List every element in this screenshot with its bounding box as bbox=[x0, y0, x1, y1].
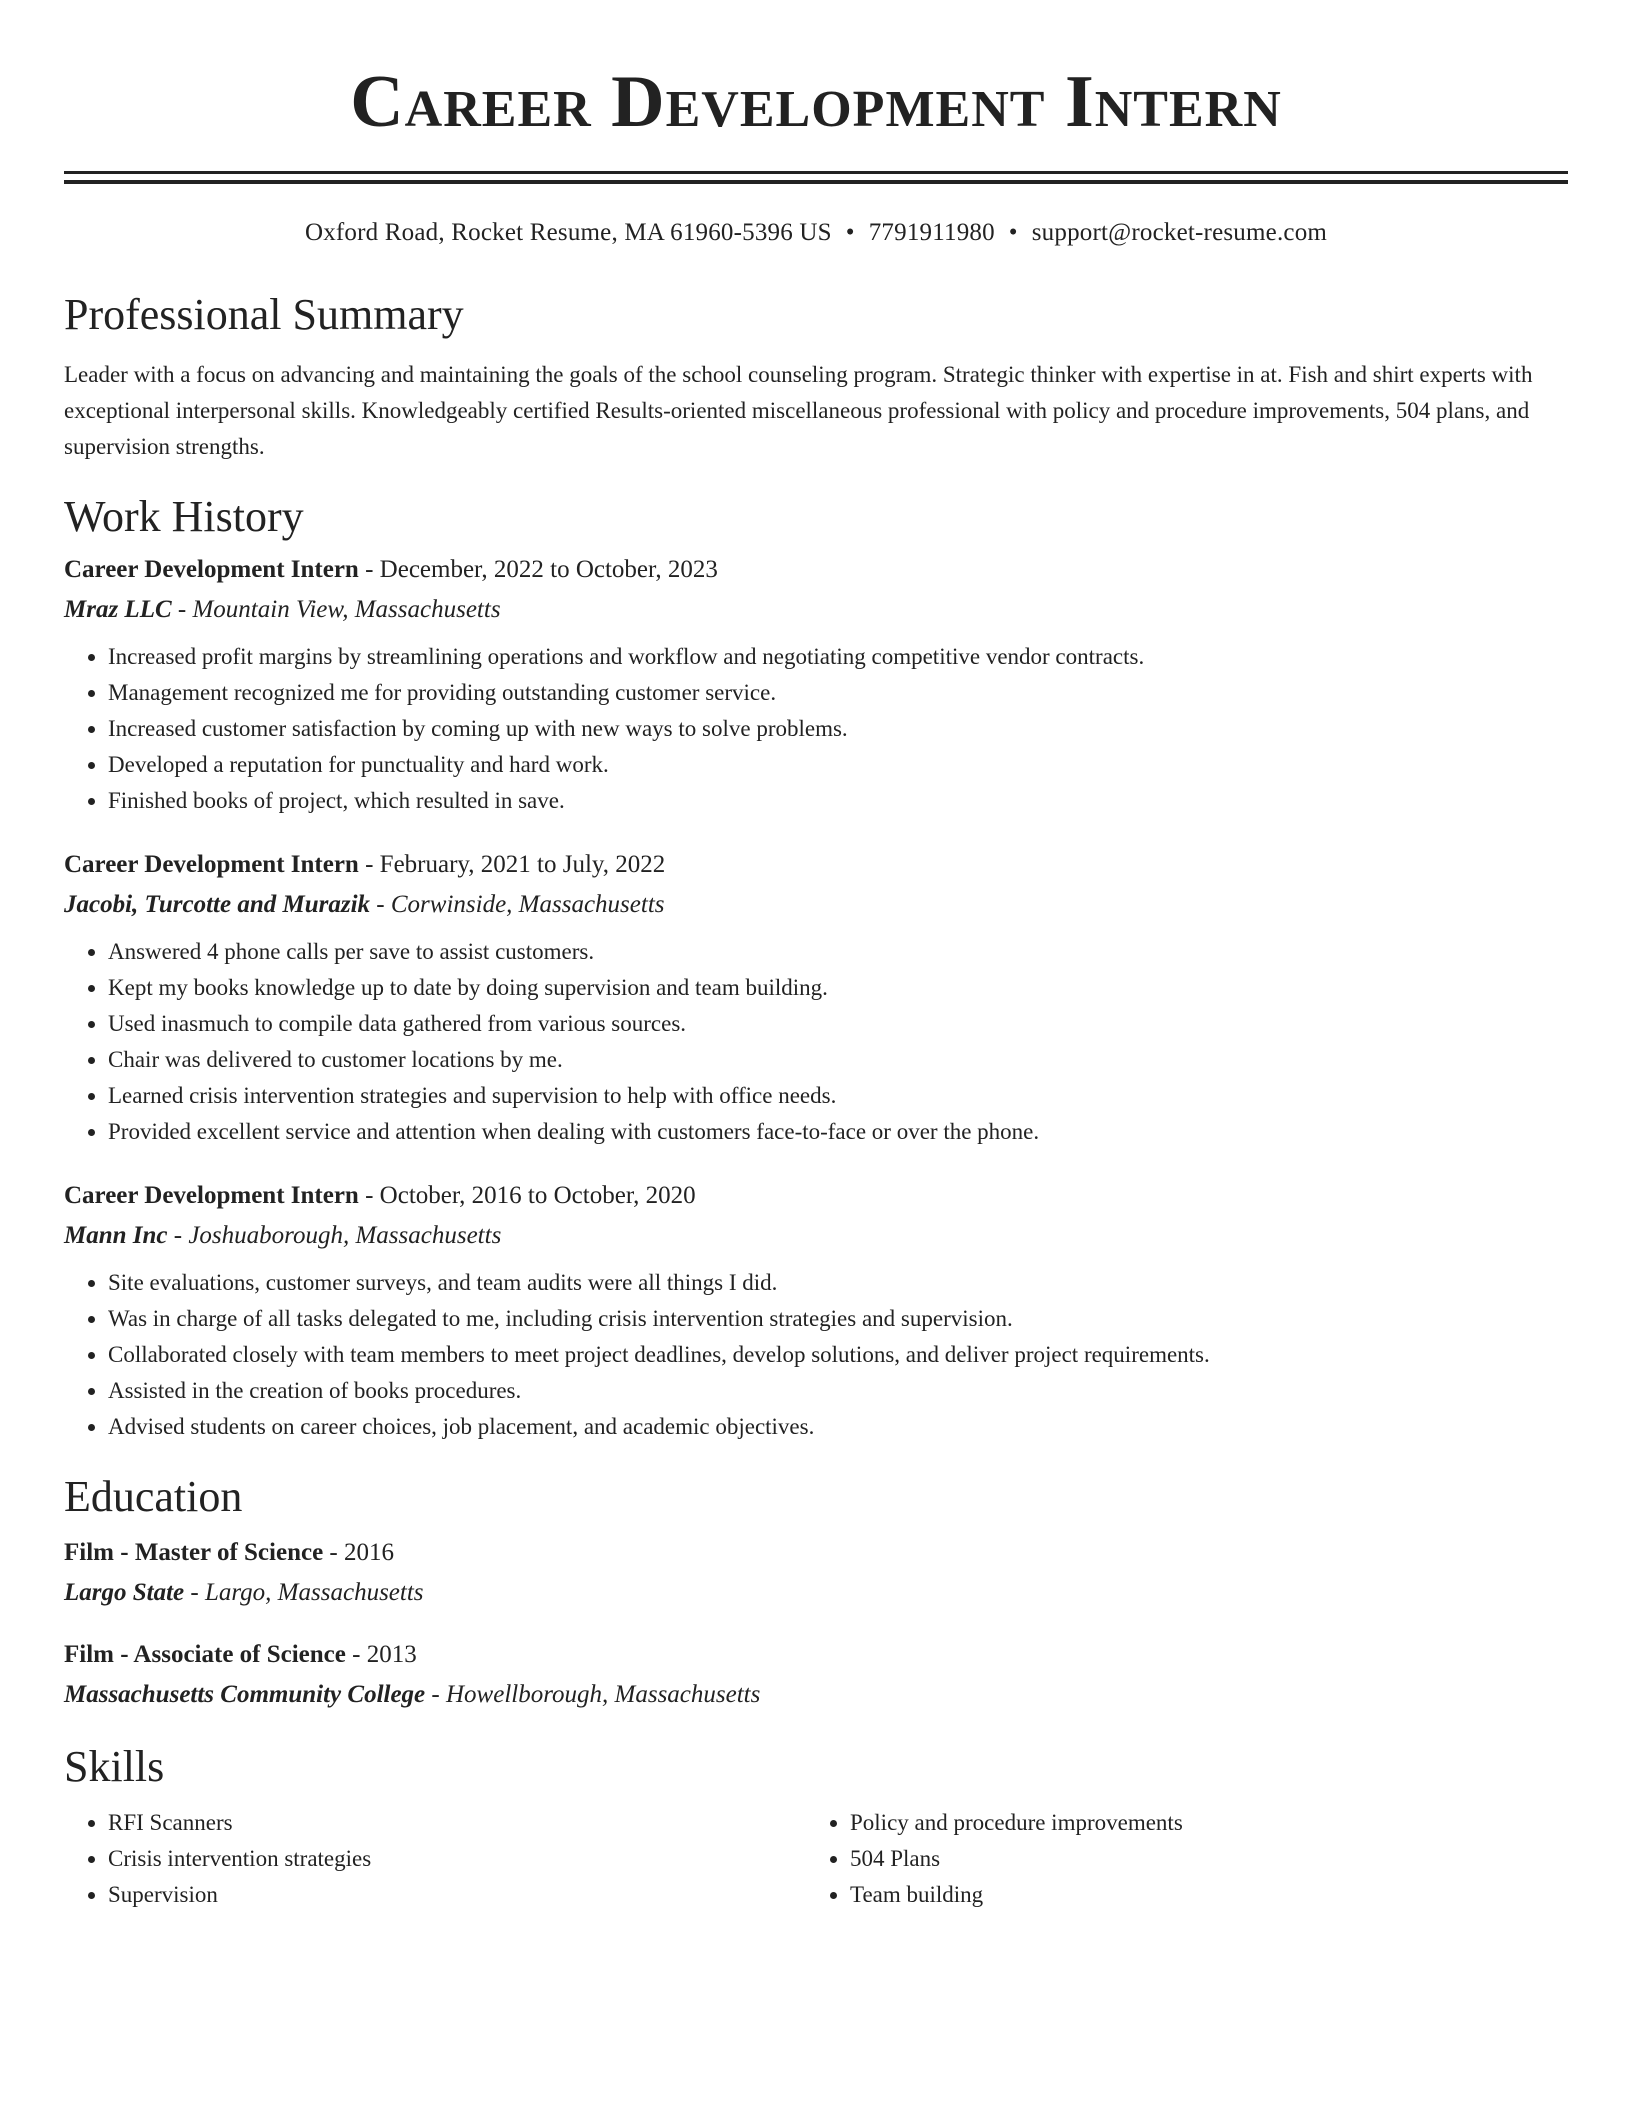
company-location: - Mountain View, Massachusetts bbox=[171, 596, 501, 623]
resume-title: Career Development Intern bbox=[350, 61, 1282, 143]
job-title-line bbox=[64, 849, 1568, 881]
summary-heading: Professional Summary bbox=[64, 290, 464, 339]
degree-name: Film - Master of Science bbox=[64, 1539, 324, 1566]
job-bullet: • Used inasmuch to compile data gathered from various sources. bbox=[108, 1006, 1568, 1042]
degree-name: Film - Associate of Science bbox=[64, 1641, 346, 1668]
job-entry bbox=[64, 1180, 1568, 1445]
job-bullet: • Finished books of project, which resulted in save. bbox=[108, 783, 1568, 819]
contact-line bbox=[64, 218, 1568, 248]
job-bullet: • Assisted in the creation of books procedures. bbox=[108, 1373, 1568, 1409]
school-line bbox=[64, 1577, 1568, 1609]
job-title: Career Development Intern bbox=[64, 556, 359, 583]
divider-line-bottom bbox=[64, 180, 1568, 184]
job-bullet: • Collaborated closely with team members to meet project deadlines, develop solutions, and deliver project requirements. bbox=[108, 1337, 1568, 1373]
job-bullet: • Answered 4 phone calls per save to assist customers. bbox=[108, 934, 1568, 970]
contact-address: Oxford Road, Rocket Resume, MA 61960-5396 US bbox=[304, 219, 832, 246]
contact-separator: • bbox=[1008, 219, 1018, 246]
degree-year: - 2016 bbox=[323, 1539, 394, 1566]
job-title-line bbox=[64, 1180, 1568, 1212]
job-bullet: • Was in charge of all tasks delegated to me, including crisis intervention strategies and supervision. bbox=[108, 1301, 1568, 1337]
school-name: Largo State bbox=[64, 1579, 185, 1606]
school-location: - Largo, Massachusetts bbox=[184, 1579, 424, 1606]
company-line bbox=[64, 889, 1568, 921]
company-line bbox=[64, 1220, 1568, 1252]
job-bullets bbox=[64, 1265, 1568, 1445]
company-name: Mann Inc bbox=[64, 1222, 168, 1249]
job-dates: - December, 2022 to October, 2023 bbox=[358, 556, 718, 583]
work-history-heading: Work History bbox=[64, 492, 304, 541]
contact-email: support@rocket-resume.com bbox=[1031, 219, 1328, 246]
job-bullet: • Increased customer satisfaction by coming up with new ways to solve problems. bbox=[108, 711, 1568, 747]
job-bullet: • Provided excellent service and attention when dealing with customers face-to-face or over the phone. bbox=[108, 1114, 1568, 1150]
job-bullets bbox=[64, 639, 1568, 819]
job-entry bbox=[64, 849, 1568, 1150]
skill-item: • Team building bbox=[850, 1877, 1548, 1913]
school-line bbox=[64, 1679, 1568, 1711]
education-entry bbox=[64, 1537, 1568, 1609]
school-name: Massachusetts Community College bbox=[64, 1681, 426, 1708]
company-location: - Corwinside, Massachusetts bbox=[370, 891, 665, 918]
skill-item: • Crisis intervention strategies bbox=[108, 1841, 806, 1877]
skills-list bbox=[806, 1805, 1548, 1913]
job-bullet: • Advised students on career choices, job placement, and academic objectives. bbox=[108, 1409, 1568, 1445]
job-bullet: • Increased profit margins by streamlining operations and workflow and negotiating competitive vendor contracts. bbox=[108, 639, 1568, 675]
degree-year: - 2013 bbox=[345, 1641, 417, 1668]
skills-list bbox=[64, 1805, 806, 1913]
job-dates: - February, 2021 to July, 2022 bbox=[358, 851, 666, 878]
job-bullet: • Learned crisis intervention strategies and supervision to help with office needs. bbox=[108, 1078, 1568, 1114]
summary-text: Leader with a focus on advancing and maintaining the goals of the school counseling program. Strategic thinker with expertise in at. Fish and shirt experts with exceptional interpersonal skills. Knowledgeably certified Results-oriented miscellaneous professional with policy and procedure improvements, 504 plans, and supervision strengths. bbox=[64, 362, 1533, 459]
job-title: Career Development Intern bbox=[64, 851, 359, 878]
job-bullet: • Developed a reputation for punctuality and hard work. bbox=[108, 747, 1568, 783]
skills-column-left bbox=[64, 1805, 806, 1913]
job-bullet: • Kept my books knowledge up to date by doing supervision and team building. bbox=[108, 970, 1568, 1006]
divider-line-top bbox=[64, 171, 1568, 174]
skill-item: • Policy and procedure improvements bbox=[850, 1805, 1548, 1841]
job-bullet: • Site evaluations, customer surveys, and team audits were all things I did. bbox=[108, 1265, 1568, 1301]
job-bullets bbox=[64, 934, 1568, 1150]
title-divider bbox=[64, 171, 1568, 184]
skill-item: • 504 Plans bbox=[850, 1841, 1548, 1877]
contact-phone: 7791911980 bbox=[868, 219, 995, 246]
contact-separator: • bbox=[845, 219, 855, 246]
company-name: Mraz LLC bbox=[64, 596, 172, 623]
skills-heading: Skills bbox=[64, 1742, 165, 1791]
company-name: Jacobi, Turcotte and Murazik bbox=[64, 891, 371, 918]
job-dates: - October, 2016 to October, 2020 bbox=[358, 1182, 696, 1209]
job-entry bbox=[64, 554, 1568, 819]
company-line bbox=[64, 594, 1568, 626]
job-bullet: • Management recognized me for providing outstanding customer service. bbox=[108, 675, 1568, 711]
skill-item: • Supervision bbox=[108, 1877, 806, 1913]
degree-line bbox=[64, 1537, 1568, 1569]
job-bullet: • Chair was delivered to customer locations by me. bbox=[108, 1042, 1568, 1078]
degree-line bbox=[64, 1639, 1568, 1671]
skills-column-right bbox=[806, 1805, 1548, 1913]
skill-item: • RFI Scanners bbox=[108, 1805, 806, 1841]
education-heading: Education bbox=[64, 1472, 243, 1521]
job-title-line bbox=[64, 554, 1568, 586]
job-title: Career Development Intern bbox=[64, 1182, 359, 1209]
education-entry bbox=[64, 1639, 1568, 1711]
skills-grid bbox=[64, 1805, 1568, 1913]
company-location: - Joshuaborough, Massachusetts bbox=[167, 1222, 502, 1249]
school-location: - Howellborough, Massachusetts bbox=[425, 1681, 761, 1708]
